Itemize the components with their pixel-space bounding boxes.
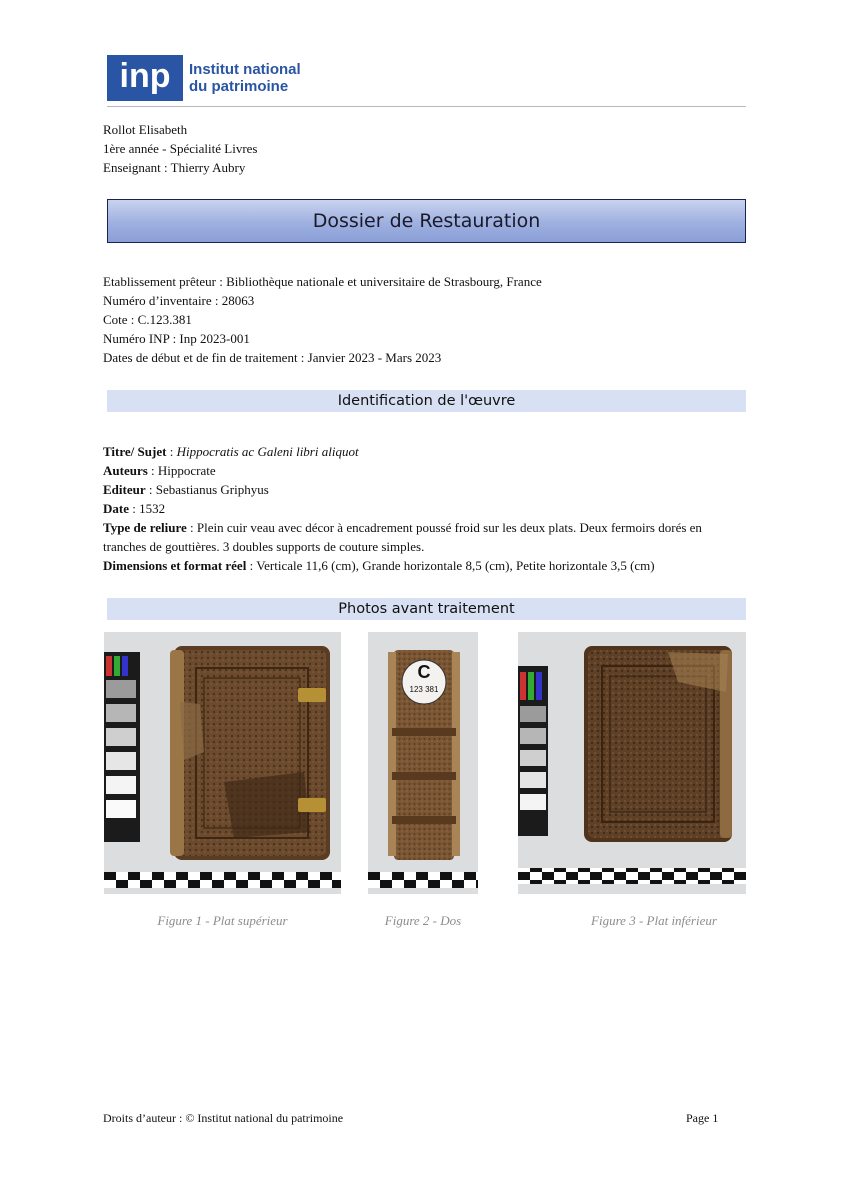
footer-page-number: Page 1 <box>686 1111 719 1125</box>
footer-copyright: Droits d’auteur : © Institut national du patrimoine <box>103 1111 344 1125</box>
photo-spine <box>368 632 478 894</box>
logo-wordmark <box>189 61 301 95</box>
ident-title-row: Titre/ Sujet : Hippocratis ac Galeni libri aliquot <box>103 444 359 459</box>
spine-label-number: 123 381 <box>409 685 439 694</box>
caption-back-board: Figure 3 - Plat inférieur <box>591 913 717 928</box>
section-photos-heading: Photos avant traitement <box>107 598 746 620</box>
ident-date-label: Date <box>103 501 129 516</box>
meta-dates: Dates de début et de fin de traitement : Janvier 2023 - Mars 2023 <box>103 350 442 365</box>
ident-authors-row: Auteurs : Hippocrate <box>103 463 216 478</box>
meta-shelfmark: Cote : C.123.381 <box>103 312 192 327</box>
meta-lender: Etablissement prêteur : Bibliothèque nationale et universitaire de Strasbourg, France <box>103 274 542 289</box>
ident-binding-label: Type de reliure <box>103 520 187 535</box>
document-title: Dossier de Restauration <box>107 199 746 243</box>
photo-back-board <box>518 632 746 894</box>
ident-date-row: Date : 1532 <box>103 501 166 516</box>
author-block <box>103 120 257 177</box>
ident-authors-label: Auteurs <box>103 463 148 478</box>
author-name: Rollot Elisabeth <box>103 122 188 137</box>
back-board-image <box>518 632 746 894</box>
ident-publisher-row: Editeur : Sebastianus Griphyus <box>103 482 269 497</box>
section-identification-heading: Identification de l'œuvre <box>107 390 746 412</box>
author-year: 1ère année - Spécialité Livres <box>103 141 258 156</box>
logo-line-1: Institut national <box>189 61 301 78</box>
author-teacher: Enseignant : Thierry Aubry <box>103 160 246 175</box>
meta-inp-number: Numéro INP : Inp 2023-001 <box>103 331 250 346</box>
ident-dimensions-row: Dimensions et format réel : Verticale 11,6 (cm), Grande horizontale 8,5 (cm), Petite horizontale 3,5 (cm) <box>103 558 655 573</box>
inp-logo <box>107 55 301 101</box>
spine-image <box>368 632 478 894</box>
ident-authors-value: Hippocrate <box>157 463 216 478</box>
ident-publisher-value: Sebastianus Griphyus <box>155 482 269 497</box>
caption-front-board: Figure 1 - Plat supérieur <box>157 913 288 928</box>
photo-front-board <box>104 632 341 894</box>
ident-dimensions-value: Verticale 11,6 (cm), Grande horizontale 8,5 (cm), Petite horizontale 3,5 (cm) <box>256 558 655 573</box>
front-board-image <box>104 632 341 894</box>
logo-mark: inp <box>107 55 183 101</box>
ident-publisher-label: Editeur <box>103 482 146 497</box>
ident-date-value: 1532 <box>139 501 166 516</box>
logo-line-2: du patrimoine <box>189 78 289 95</box>
ident-title-label: Titre/ Sujet <box>103 444 167 459</box>
meta-inventory: Numéro d’inventaire : 28063 <box>103 293 255 308</box>
spine-label-letter: C <box>417 662 431 682</box>
ident-binding-row: Type de reliure : Plein cuir veau avec décor à encadrement poussé froid sur les deux plats. Deux fermoirs dorés en tranches de gouttières. 3 doubles supports de couture simples. <box>103 520 702 554</box>
loan-metadata <box>103 272 542 367</box>
ident-dimensions-label: Dimensions et format réel <box>103 558 247 573</box>
header-divider <box>107 106 746 107</box>
caption-spine: Figure 2 - Dos <box>384 913 462 928</box>
identification-block <box>103 442 748 575</box>
ident-binding-value: Plein cuir veau avec décor à encadrement poussé froid sur les deux plats. Deux fermoirs dorés en tranches de gouttières. 3 doubles supports de couture simples. <box>103 520 702 554</box>
ident-title-value: Hippocratis ac Galeni libri aliquot <box>176 444 359 459</box>
